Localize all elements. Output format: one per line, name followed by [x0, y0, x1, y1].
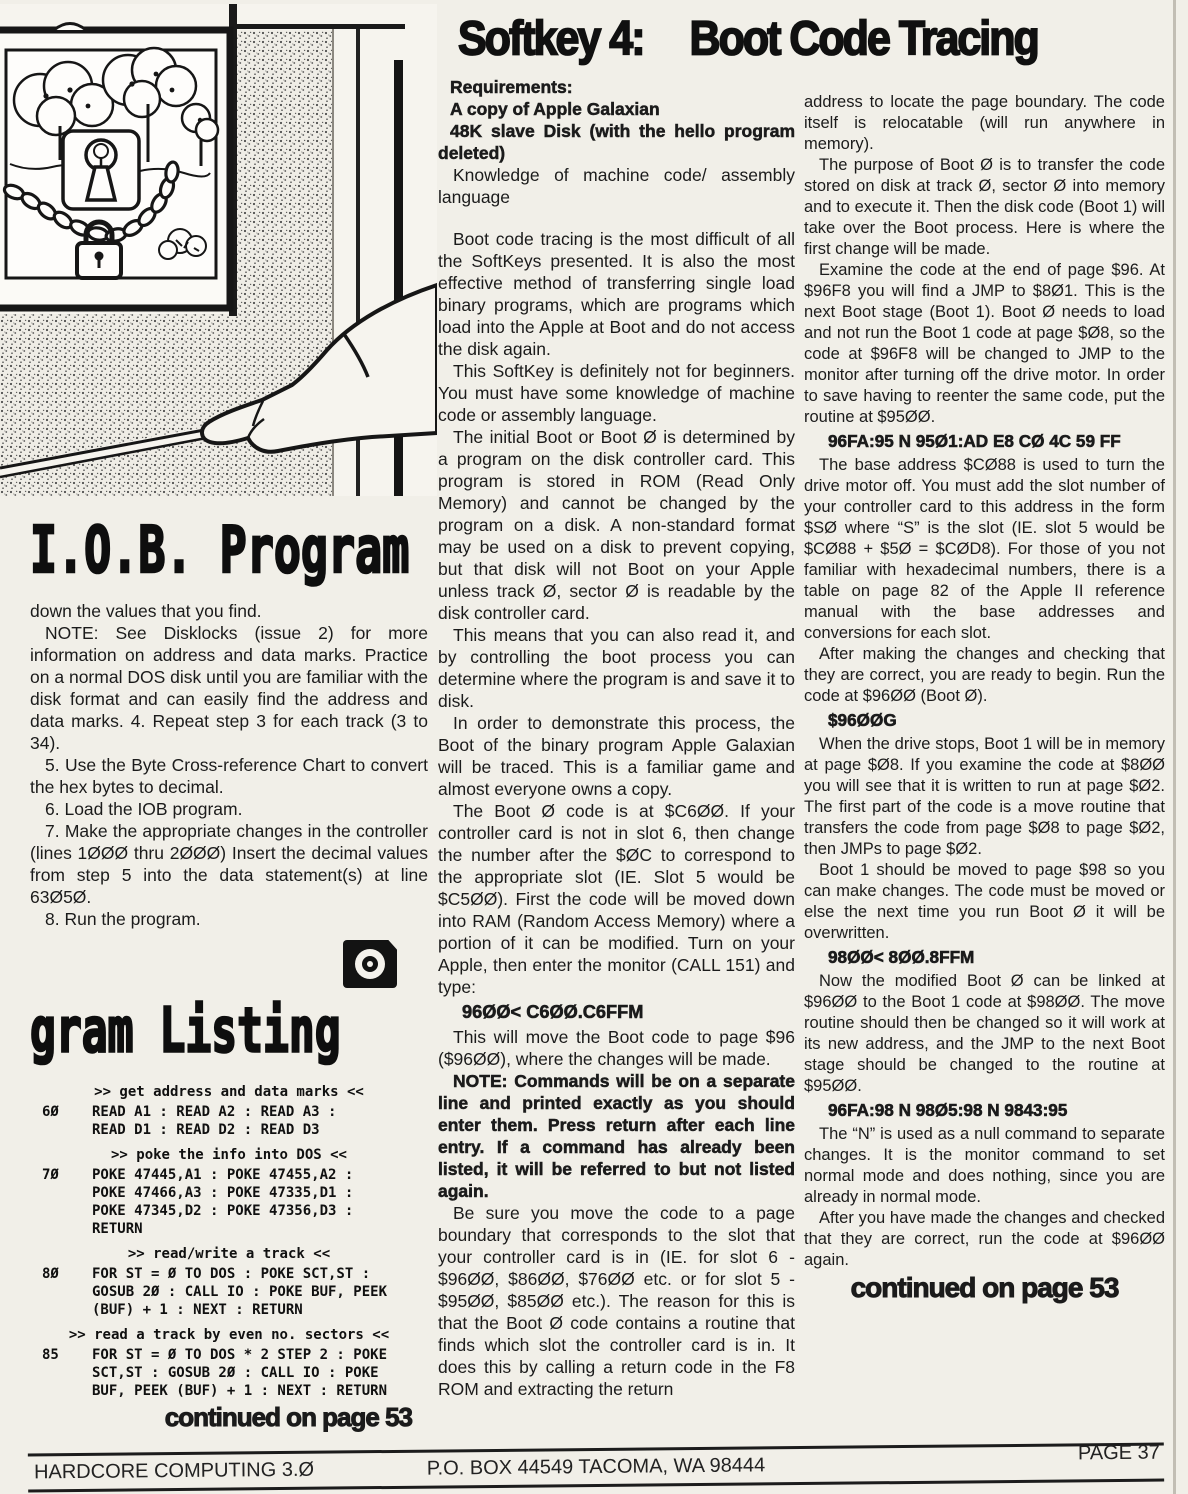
paragraph: The “N” is used as a null command to separate changes. It is the monitor command to set normal mode and does nothing, since you are already in normal mode.: [804, 1125, 1165, 1206]
paragraph: 96FA:95 N 95Ø1:AD E8 CØ 4C 59 FF: [828, 431, 1121, 451]
paragraph: Boot 1 should be moved to page $98 so you can make changes. The code must be moved or else the next time you run Boot Ø it will be overwritten.: [804, 861, 1165, 942]
left-column: [30, 514, 428, 1460]
listing-comment: >> get address and data marks <<: [94, 1084, 364, 1100]
paragraph: Be sure you move the code to a page boundary that corresponds to the slot that your controller card is in (IE. for slot 6 - $96ØØ, $86ØØ, $76ØØ etc. or for slot 5 - $95ØØ, $85ØØ etc.). The reason for this is that the Boot Ø code contains a routine that finds which slot the controller card is in. It does this by calling a return code in the F8 ROM and extracting the return: [438, 1203, 795, 1399]
program-listing: [30, 1083, 428, 1400]
listing-comment: >> read/write a track <<: [127, 1246, 331, 1262]
paragraph: In order to demonstrate this process, the Boot of the binary program Apple Galaxian will be traced. This is a familiar game and almost everyone owns a copy.: [438, 713, 795, 799]
paragraph: The purpose of Boot Ø is to transfer the code stored on disk at track Ø, sector Ø into memory and to execute it. Then the disk code (Boot 1) will take over the Boot process. Here is where the first change will be made.: [804, 156, 1165, 258]
listing-line-number: 7Ø: [42, 1167, 59, 1183]
paragraph: Knowledge of machine code/ assembly language: [438, 165, 795, 207]
iob-program-text: [30, 600, 428, 930]
program-listing-heading: gram Listing: [30, 996, 341, 1068]
continued-note-right: continued on page 53: [850, 1272, 1119, 1303]
right-column-text: [804, 92, 1165, 1271]
paragraph: 6. Load the IOB program.: [45, 799, 243, 819]
keyhole-drawing: [63, 131, 139, 209]
listing-line: [30, 1103, 428, 1139]
paragraph: 96FA:98 N 98Ø5:98 N 9843:95: [828, 1100, 1068, 1120]
article-title: [458, 12, 1168, 67]
paragraph: The initial Boot or Boot Ø is determined by a program on the disk controller card. This program is stored in ROM (Read Only Memory) and cannot be changed by the program on a disk. A non-standard format may be used on a disk to prevent copying, but that disk will not Boot on your Apple unless track Ø, sector Ø is readable by the disk controller card.: [438, 427, 795, 623]
chained-picture-illustration: [0, 4, 437, 496]
listing-line: [30, 1166, 428, 1238]
paragraph: $96ØØG: [828, 710, 897, 730]
paragraph: Now the modified Boot Ø can be linked at $96ØØ to the Boot 1 code at $98ØØ. The move routine should then be changed so it will work at its new address, and the JMP to the next Boot stage should be changed to the routine at $95ØØ.: [804, 972, 1165, 1095]
footer-page-number: PAGE 37: [1077, 1441, 1160, 1465]
paragraph: 8. Run the program.: [45, 909, 201, 929]
paragraph: A copy of Apple Galaxian: [450, 99, 660, 119]
disk-icon-row: [30, 940, 428, 992]
listing-line-number: 8Ø: [42, 1266, 59, 1282]
listing-code: POKE 47445,A1 : POKE 47455,A2 : POKE 47466,A3 : POKE 47335,D1 : POKE 47345,D2 : POKE 47356,D3 : RETURN: [92, 1167, 354, 1237]
paragraph: After you have made the changes and checked that they are correct, run the code at $96ØØ again.: [804, 1209, 1165, 1269]
continued-note-left: continued on page 53: [164, 1402, 412, 1432]
paragraph: The base address $CØ88 is used to turn the drive motor off. You must add the slot number of your controller card to this address in the form $SØ where “S” is the slot (IE. slot 5 would be $CØ88 + $5Ø = $CØD8). For those of you not familiar with hexadecimal numbers, there is a table on page 82 of the Apple II reference manual with the base addresses and conversions for each slot.: [804, 456, 1165, 642]
paragraph: Examine the code at the end of page $96. At $96F8 you will find a JMP to $8Ø1. This is the next Boot stage (Boot 1). Boot Ø needs to load and not run the Boot 1 code at page $Ø8, so the code at $96F8 will be changed to JMP to the monitor after turning off the drive motor. In order to save having to reenter the same code, put the routine at $95ØØ.: [804, 261, 1165, 426]
listing-line: [30, 1265, 428, 1319]
footer-address: P.O. BOX 44549 TACOMA, WA 98444: [426, 1454, 766, 1480]
listing-line-number: 6Ø: [42, 1104, 59, 1120]
paragraph: The Boot Ø code is at $C6ØØ. If your controller card is not in slot 6, then change the number after the $ØC to correspond to the appropriate slot (IE. Slot 5 would be $C5ØØ). First the code will be moved down into RAM (Random Access Memory) where a portion of it can be modified. Turn on your Apple, then enter the monitor (CALL 151) and type:: [438, 801, 795, 997]
right-column: [804, 92, 1165, 1444]
middle-column: [438, 76, 795, 1448]
listing-code: FOR ST = Ø TO DOS : POKE SCT,ST : GOSUB 2Ø : CALL IO : POKE BUF, PEEK (BUF) + 1 : NEXT : RETURN: [92, 1266, 388, 1318]
paragraph: This will move the Boot code to page $96 ($96ØØ), where the changes will be made.: [438, 1027, 795, 1069]
listing-line-number: 85: [42, 1347, 59, 1363]
listing-comment: >> read a track by even no. sectors <<: [68, 1327, 390, 1343]
paragraph: down the values that you find.: [30, 601, 262, 621]
middle-column-text: [438, 76, 795, 1400]
paragraph: Requirements:: [450, 77, 573, 97]
article-title-kicker: Softkey 4:: [458, 12, 644, 66]
paragraph: This means that you can also read it, and by controlling the boot process you can determine where the program is and save it to disk.: [438, 625, 795, 711]
paragraph: 48K slave Disk (with the hello program deleted): [438, 121, 795, 163]
paragraph: This SoftKey is definitely not for beginners. You must have some knowledge of machine code or assembly language.: [438, 361, 795, 425]
floppy-disk-icon: [343, 940, 397, 988]
iob-program-heading: I.O.B. Program: [30, 514, 410, 588]
paragraph: NOTE: Commands will be on a separate line and printed exactly as you should enter them. Press return after each line entry. If a command has already been listed, it will be referred to but not listed again.: [438, 1071, 795, 1201]
listing-code: READ A1 : READ A2 : READ A3 : READ D1 : READ D2 : READ D3: [92, 1104, 337, 1138]
listing-comment: >> poke the info into DOS <<: [110, 1147, 347, 1163]
paragraph: 98ØØ< 8ØØ.8FFM: [828, 947, 975, 967]
article-title-main: Boot Code Tracing: [689, 12, 1038, 66]
paragraph: 5. Use the Byte Cross-reference Chart to convert the hex bytes to decimal.: [30, 755, 428, 797]
paragraph: NOTE: See Disklocks (issue 2) for more information on address and data marks. Practice on a normal DOS disk until you are familiar with the disk format and can easily find the address and data marks. 4. Repeat step 3 for each track (3 to 34).: [30, 623, 428, 753]
listing-line: [30, 1346, 428, 1400]
page-edge-line: [1173, 0, 1176, 1494]
paragraph: Boot code tracing is the most difficult of all the SoftKeys presented. It is also the most effective method of transferring single load binary programs, which are programs which load into the Apple at Boot and do not access the disk again.: [438, 229, 795, 359]
paragraph: When the drive stops, Boot 1 will be in memory at page $Ø8. If you examine the code at $8ØØ you will see that it is written to run at page $Ø2. The first part of the code is a move routine that transfers the code from page $Ø8 to page $Ø2, then JMPs to page $Ø2.: [804, 735, 1165, 858]
paragraph: After making the changes and checking that they are correct, you are ready to begin. Run the code at $96ØØ (Boot Ø).: [804, 645, 1165, 705]
paragraph: address to locate the page boundary. The code itself is relocatable (will run anywhere in memory).: [804, 93, 1165, 153]
footer-magazine-name: HARDCORE COMPUTING 3.Ø: [33, 1458, 315, 1484]
paragraph: 96ØØ< C6ØØ.C6FFM: [462, 1002, 644, 1022]
listing-code: FOR ST = Ø TO DOS * 2 STEP 2 : POKE SCT,ST : GOSUB 2Ø : CALL IO : POKE BUF, PEEK (BUF) + 1 : NEXT : RETURN: [92, 1347, 388, 1399]
paragraph: 7. Make the appropriate changes in the controller (lines 1ØØØ thru 2ØØØ) Insert the decimal values from step 5 into the data statement(s) at line 63Ø5Ø.: [30, 821, 428, 907]
